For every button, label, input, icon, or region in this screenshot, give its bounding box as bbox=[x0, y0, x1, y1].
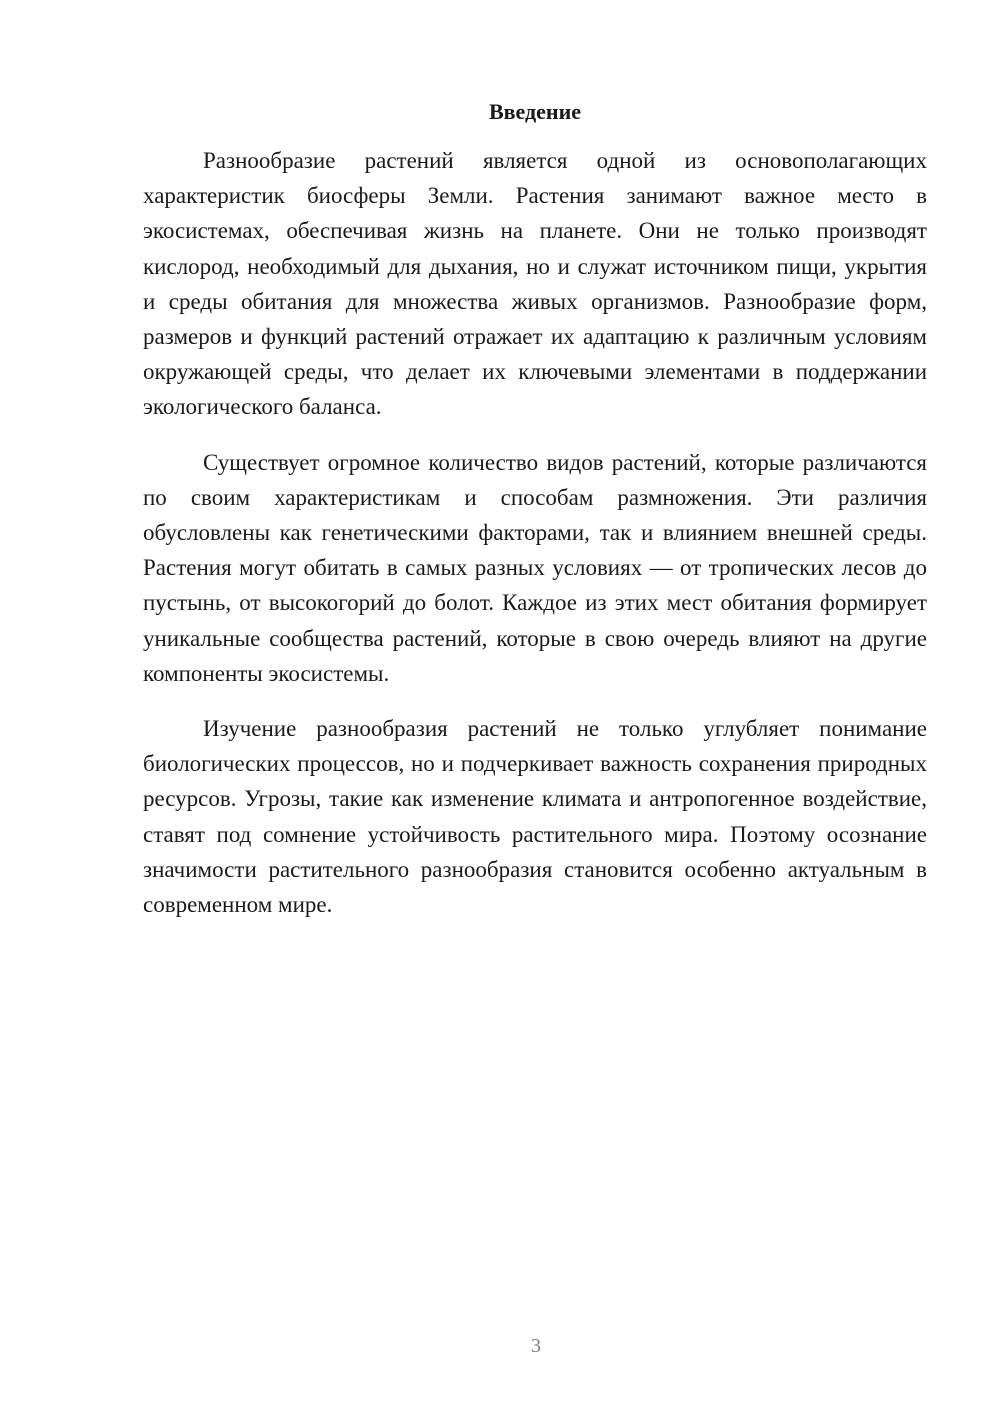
document-body bbox=[143, 143, 927, 942]
paragraph-2: Существует огромное количество видов растений, которые различаются по своим характеристикам и способам размножения. Эти различия обусловлены как генетическими факторами, так и влиянием внешней среды. Растения могут обитать в самых разных условиях — от тропических лесов до пустынь, от высокогорий до болот. Каждое из этих мест обитания формирует уникальные сообщества растений, которые в свою очередь влияют на другие компоненты экосистемы. bbox=[143, 449, 927, 686]
section-heading: Введение bbox=[488, 99, 582, 124]
paragraph-1: Разнообразие растений является одной из основополагающих характеристик биосферы Земли. Растения занимают важное место в экосистемах, обеспечивая жизнь на планете. Они не только производят кислород, необходимый для дыхания, но и служат источником пищи, укрытия и среды обитания для множества живых организмов. Разнообразие форм, размеров и функций растений отражает их адаптацию к различным условиям окружающей среды, что делает их ключевыми элементами в поддержании экологического баланса. bbox=[143, 148, 927, 420]
paragraph-3: Изучение разнообразия растений не только углубляет понимание биологических процессов, но и подчеркивает важность сохранения природных ресурсов. Угрозы, такие как изменение климата и антропогенное воздействие, ставят под сомнение устойчивость растительного мира. Поэтому осознание значимости растительного разнообразия становится особенно актуальным в современном мире. bbox=[143, 716, 927, 918]
page-number: 3 bbox=[531, 1335, 541, 1357]
